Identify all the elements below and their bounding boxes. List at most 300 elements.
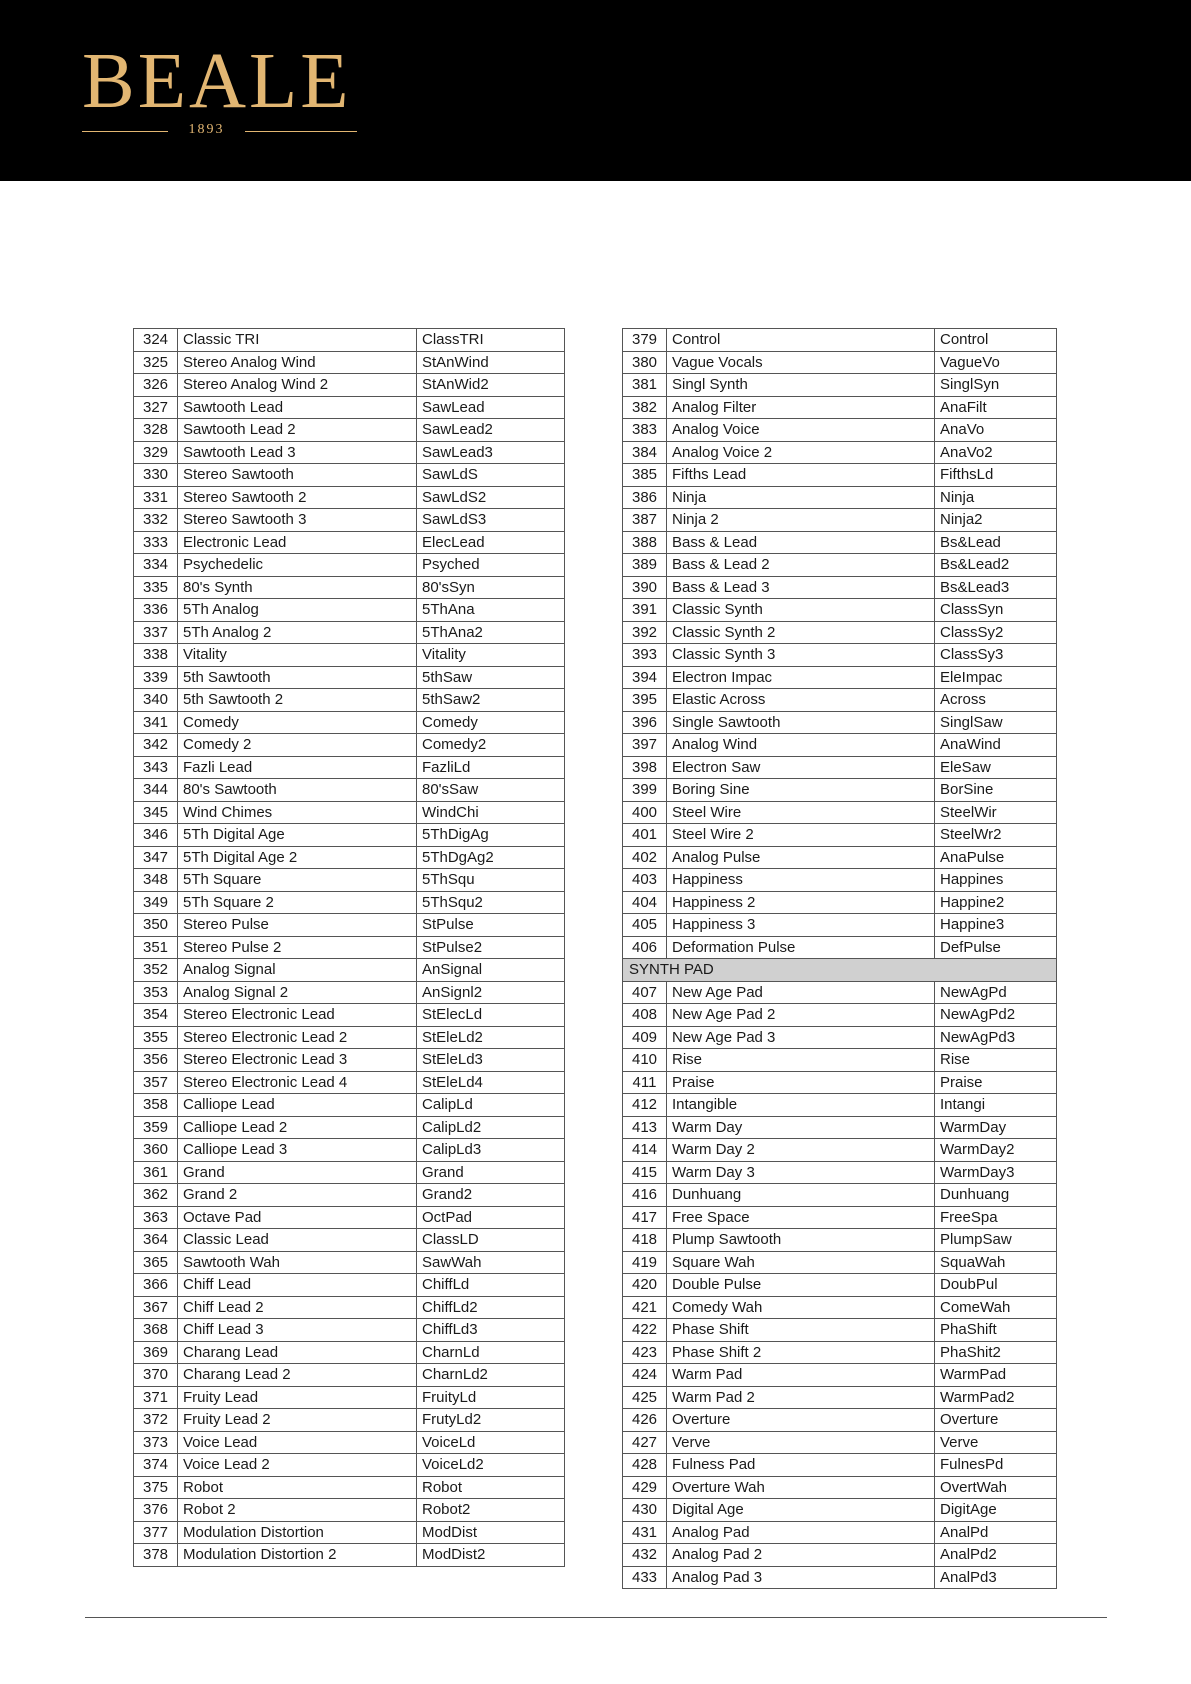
voice-number: 366 (134, 1274, 178, 1297)
voice-number: 347 (134, 846, 178, 869)
voice-short-name: FazliLd (417, 756, 565, 779)
voice-number: 354 (134, 1004, 178, 1027)
voice-short-name: CharnLd2 (417, 1364, 565, 1387)
voice-number: 355 (134, 1026, 178, 1049)
voice-name: Modulation Distortion (178, 1521, 417, 1544)
voice-row (623, 486, 1057, 509)
voice-row (623, 824, 1057, 847)
voice-number: 417 (623, 1206, 667, 1229)
voice-number: 426 (623, 1409, 667, 1432)
voice-short-name: Bs&Lead3 (935, 576, 1057, 599)
voice-short-name: SteelWr2 (935, 824, 1057, 847)
voice-name: Electronic Lead (178, 531, 417, 554)
voice-row (134, 554, 565, 577)
voice-short-name: ModDist (417, 1521, 565, 1544)
voice-name: Robot (178, 1476, 417, 1499)
voice-name: Electron Impac (667, 666, 935, 689)
voice-row (623, 1521, 1057, 1544)
voice-row (134, 891, 565, 914)
voice-short-name: SquaWah (935, 1251, 1057, 1274)
voice-row (134, 374, 565, 397)
voice-table-left (133, 328, 565, 1567)
voice-row (134, 1184, 565, 1207)
voice-row (134, 1409, 565, 1432)
voice-short-name: 5ThSqu2 (417, 891, 565, 914)
voice-short-name: StEleLd3 (417, 1049, 565, 1072)
voice-number: 428 (623, 1454, 667, 1477)
voice-number: 330 (134, 464, 178, 487)
voice-row (134, 914, 565, 937)
voice-row (134, 644, 565, 667)
voice-name: Classic Lead (178, 1229, 417, 1252)
voice-number: 333 (134, 531, 178, 554)
voice-name: Warm Day 2 (667, 1139, 935, 1162)
voice-number: 425 (623, 1386, 667, 1409)
voice-name: Fazli Lead (178, 756, 417, 779)
voice-row (134, 531, 565, 554)
voice-name: Electron Saw (667, 756, 935, 779)
voice-number: 386 (623, 486, 667, 509)
voice-table-right (622, 328, 1057, 1589)
voice-number: 411 (623, 1071, 667, 1094)
voice-number: 392 (623, 621, 667, 644)
voice-name: Analog Wind (667, 734, 935, 757)
voice-row (623, 531, 1057, 554)
voice-number: 372 (134, 1409, 178, 1432)
voice-name: Overture (667, 1409, 935, 1432)
voice-name: Plump Sawtooth (667, 1229, 935, 1252)
voice-row (134, 464, 565, 487)
voice-name: Analog Pad (667, 1521, 935, 1544)
voice-number: 350 (134, 914, 178, 937)
voice-row (623, 1476, 1057, 1499)
voice-number: 396 (623, 711, 667, 734)
voice-row (134, 329, 565, 352)
voice-row (623, 329, 1057, 352)
voice-name: Phase Shift 2 (667, 1341, 935, 1364)
voice-name: Singl Synth (667, 374, 935, 397)
voice-short-name: Bs&Lead2 (935, 554, 1057, 577)
voice-number: 362 (134, 1184, 178, 1207)
voice-number: 406 (623, 936, 667, 959)
voice-number: 365 (134, 1251, 178, 1274)
voice-number: 339 (134, 666, 178, 689)
voice-number: 398 (623, 756, 667, 779)
voice-row (134, 711, 565, 734)
voice-number: 340 (134, 689, 178, 712)
voice-name: New Age Pad 2 (667, 1004, 935, 1027)
voice-row (623, 689, 1057, 712)
voice-short-name: Intangi (935, 1094, 1057, 1117)
voice-row (134, 419, 565, 442)
voice-name: 80's Synth (178, 576, 417, 599)
voice-short-name: AnSignl2 (417, 981, 565, 1004)
voice-short-name: Control (935, 329, 1057, 352)
voice-short-name: SawLdS3 (417, 509, 565, 532)
voice-row (623, 644, 1057, 667)
voice-short-name: BorSine (935, 779, 1057, 802)
voice-number: 325 (134, 351, 178, 374)
voice-short-name: Ninja2 (935, 509, 1057, 532)
voice-row (134, 1161, 565, 1184)
voice-name: Rise (667, 1049, 935, 1072)
voice-number: 368 (134, 1319, 178, 1342)
voice-name: Classic Synth (667, 599, 935, 622)
voice-short-name: StAnWid2 (417, 374, 565, 397)
voice-name: Psychedelic (178, 554, 417, 577)
voice-number: 359 (134, 1116, 178, 1139)
voice-short-name: FifthsLd (935, 464, 1057, 487)
voice-number: 329 (134, 441, 178, 464)
voice-short-name: VagueVo (935, 351, 1057, 374)
voice-short-name: Vitality (417, 644, 565, 667)
voice-name: Chiff Lead 3 (178, 1319, 417, 1342)
voice-row (623, 1566, 1057, 1589)
voice-number: 335 (134, 576, 178, 599)
voice-number: 385 (623, 464, 667, 487)
voice-name: 5Th Analog 2 (178, 621, 417, 644)
voice-name: Happiness 3 (667, 914, 935, 937)
voice-short-name: 5thSaw (417, 666, 565, 689)
voice-row (134, 576, 565, 599)
voice-row (623, 1184, 1057, 1207)
voice-name: Sawtooth Lead 2 (178, 419, 417, 442)
voice-name: Single Sawtooth (667, 711, 935, 734)
voice-number: 393 (623, 644, 667, 667)
voice-name: Grand (178, 1161, 417, 1184)
voice-number: 377 (134, 1521, 178, 1544)
voice-row (134, 1431, 565, 1454)
voice-name: Square Wah (667, 1251, 935, 1274)
voice-number: 401 (623, 824, 667, 847)
voice-short-name: CalipLd3 (417, 1139, 565, 1162)
voice-short-name: 5ThAna2 (417, 621, 565, 644)
voice-name: Calliope Lead 3 (178, 1139, 417, 1162)
voice-row (623, 1229, 1057, 1252)
voice-row (623, 914, 1057, 937)
voice-name: Fifths Lead (667, 464, 935, 487)
voice-row (623, 621, 1057, 644)
voice-name: Stereo Pulse 2 (178, 936, 417, 959)
voice-number: 399 (623, 779, 667, 802)
voice-name: Stereo Electronic Lead 3 (178, 1049, 417, 1072)
voice-name: Grand 2 (178, 1184, 417, 1207)
voice-row (623, 554, 1057, 577)
voice-short-name: PlumpSaw (935, 1229, 1057, 1252)
voice-name: Calliope Lead (178, 1094, 417, 1117)
voice-number: 364 (134, 1229, 178, 1252)
voice-number: 345 (134, 801, 178, 824)
voice-row (134, 981, 565, 1004)
voice-row (623, 1004, 1057, 1027)
voice-row (134, 666, 565, 689)
voice-row (623, 1454, 1057, 1477)
voice-number: 336 (134, 599, 178, 622)
voice-row (623, 666, 1057, 689)
voice-number: 433 (623, 1566, 667, 1589)
voice-number: 341 (134, 711, 178, 734)
voice-name: Analog Pulse (667, 846, 935, 869)
voice-short-name: Bs&Lead (935, 531, 1057, 554)
voice-short-name: 80'sSaw (417, 779, 565, 802)
voice-short-name: OvertWah (935, 1476, 1057, 1499)
voice-short-name: ModDist2 (417, 1544, 565, 1567)
voice-name: Steel Wire 2 (667, 824, 935, 847)
voice-number: 343 (134, 756, 178, 779)
voice-name: 5Th Square (178, 869, 417, 892)
voice-short-name: 5ThDigAg (417, 824, 565, 847)
voice-row (623, 891, 1057, 914)
voice-number: 405 (623, 914, 667, 937)
voice-name: Charang Lead (178, 1341, 417, 1364)
voice-number: 423 (623, 1341, 667, 1364)
voice-row (134, 1004, 565, 1027)
voice-name: Stereo Analog Wind (178, 351, 417, 374)
voice-short-name: Ninja (935, 486, 1057, 509)
voice-number: 418 (623, 1229, 667, 1252)
voice-number: 361 (134, 1161, 178, 1184)
voice-number: 429 (623, 1476, 667, 1499)
voice-name: 5Th Digital Age 2 (178, 846, 417, 869)
voice-short-name: SawLdS (417, 464, 565, 487)
voice-number: 357 (134, 1071, 178, 1094)
voice-name: Comedy 2 (178, 734, 417, 757)
voice-name: Steel Wire (667, 801, 935, 824)
voice-row (134, 621, 565, 644)
voice-short-name: ClassLD (417, 1229, 565, 1252)
voice-number: 416 (623, 1184, 667, 1207)
voice-number: 380 (623, 351, 667, 374)
voice-row (134, 734, 565, 757)
voice-short-name: NewAgPd (935, 981, 1057, 1004)
voice-name: Happiness (667, 869, 935, 892)
voice-short-name: CalipLd (417, 1094, 565, 1117)
voice-short-name: WarmDay (935, 1116, 1057, 1139)
voice-short-name: ElecLead (417, 531, 565, 554)
voice-short-name: EleSaw (935, 756, 1057, 779)
beale-logo (82, 38, 357, 142)
voice-name: Analog Pad 3 (667, 1566, 935, 1589)
voice-name: Sawtooth Wah (178, 1251, 417, 1274)
voice-row (623, 1026, 1057, 1049)
voice-row (623, 1071, 1057, 1094)
voice-short-name: 80'sSyn (417, 576, 565, 599)
voice-row (134, 1116, 565, 1139)
voice-short-name: Happine3 (935, 914, 1057, 937)
voice-number: 412 (623, 1094, 667, 1117)
voice-number: 413 (623, 1116, 667, 1139)
voice-number: 351 (134, 936, 178, 959)
voice-name: Phase Shift (667, 1319, 935, 1342)
voice-row (623, 1319, 1057, 1342)
voice-name: Chiff Lead 2 (178, 1296, 417, 1319)
voice-short-name: 5ThSqu (417, 869, 565, 892)
voice-number: 331 (134, 486, 178, 509)
voice-row (623, 1409, 1057, 1432)
voice-number: 427 (623, 1431, 667, 1454)
voice-number: 407 (623, 981, 667, 1004)
voice-row (134, 936, 565, 959)
voice-row (134, 779, 565, 802)
voice-name: Charang Lead 2 (178, 1364, 417, 1387)
voice-number: 324 (134, 329, 178, 352)
voice-short-name: FrutyLd2 (417, 1409, 565, 1432)
voice-name: Vague Vocals (667, 351, 935, 374)
voice-name: Comedy Wah (667, 1296, 935, 1319)
voice-short-name: WarmDay3 (935, 1161, 1057, 1184)
voice-row (134, 599, 565, 622)
voice-name: Stereo Pulse (178, 914, 417, 937)
voice-short-name: Robot (417, 1476, 565, 1499)
voice-number: 327 (134, 396, 178, 419)
voice-short-name: AnSignal (417, 959, 565, 982)
voice-short-name: StPulse2 (417, 936, 565, 959)
logo-line-left (82, 131, 168, 132)
voice-number: 371 (134, 1386, 178, 1409)
voice-name: Warm Day 3 (667, 1161, 935, 1184)
voice-short-name: ComeWah (935, 1296, 1057, 1319)
voice-row (623, 576, 1057, 599)
voice-row (134, 756, 565, 779)
voice-name: Vitality (178, 644, 417, 667)
voice-short-name: Verve (935, 1431, 1057, 1454)
voice-name: Bass & Lead 3 (667, 576, 935, 599)
voice-number: 379 (623, 329, 667, 352)
voice-row (134, 1206, 565, 1229)
voice-short-name: WindChi (417, 801, 565, 824)
voice-short-name: Grand2 (417, 1184, 565, 1207)
voice-short-name: Happine2 (935, 891, 1057, 914)
voice-row (134, 1296, 565, 1319)
voice-short-name: ClassSy2 (935, 621, 1057, 644)
voice-number: 378 (134, 1544, 178, 1567)
voice-row (623, 1274, 1057, 1297)
voice-name: Stereo Electronic Lead 4 (178, 1071, 417, 1094)
logo-line-right (245, 131, 357, 132)
voice-number: 397 (623, 734, 667, 757)
voice-row (623, 711, 1057, 734)
voice-short-name: DigitAge (935, 1499, 1057, 1522)
voice-row (134, 1049, 565, 1072)
voice-row (623, 464, 1057, 487)
voice-name: 5th Sawtooth 2 (178, 689, 417, 712)
logo-wordmark: BEALE (82, 38, 352, 125)
voice-row (134, 824, 565, 847)
voice-number: 387 (623, 509, 667, 532)
voice-short-name: Comedy2 (417, 734, 565, 757)
voice-row (623, 509, 1057, 532)
voice-short-name: VoiceLd (417, 1431, 565, 1454)
voice-row (623, 374, 1057, 397)
voice-name: Boring Sine (667, 779, 935, 802)
voice-short-name: WarmPad2 (935, 1386, 1057, 1409)
voice-name: 5Th Digital Age (178, 824, 417, 847)
voice-short-name: WarmPad (935, 1364, 1057, 1387)
voice-row (134, 1364, 565, 1387)
voice-row (623, 801, 1057, 824)
voice-row (623, 1251, 1057, 1274)
voice-name: Voice Lead (178, 1431, 417, 1454)
voice-name: Voice Lead 2 (178, 1454, 417, 1477)
voice-row (134, 1026, 565, 1049)
voice-short-name: NewAgPd3 (935, 1026, 1057, 1049)
voice-short-name: StEleLd4 (417, 1071, 565, 1094)
voice-name: Modulation Distortion 2 (178, 1544, 417, 1567)
voice-short-name: SinglSyn (935, 374, 1057, 397)
voice-name: Stereo Electronic Lead (178, 1004, 417, 1027)
voice-row (134, 869, 565, 892)
voice-short-name: EleImpac (935, 666, 1057, 689)
voice-row (134, 801, 565, 824)
voice-number: 381 (623, 374, 667, 397)
voice-name: 5Th Analog (178, 599, 417, 622)
voice-name: Digital Age (667, 1499, 935, 1522)
voice-row (623, 846, 1057, 869)
voice-name: Stereo Analog Wind 2 (178, 374, 417, 397)
voice-row (134, 1521, 565, 1544)
voice-short-name: Grand (417, 1161, 565, 1184)
logo-year: 1893 (188, 122, 225, 137)
voice-name: Analog Voice (667, 419, 935, 442)
voice-number: 337 (134, 621, 178, 644)
voice-number: 424 (623, 1364, 667, 1387)
voice-number: 352 (134, 959, 178, 982)
voice-name: 5Th Square 2 (178, 891, 417, 914)
voice-row (623, 351, 1057, 374)
voice-row (134, 1476, 565, 1499)
voice-short-name: PhaShit2 (935, 1341, 1057, 1364)
voice-name: New Age Pad 3 (667, 1026, 935, 1049)
voice-number: 344 (134, 779, 178, 802)
voice-number: 363 (134, 1206, 178, 1229)
voice-number: 410 (623, 1049, 667, 1072)
voice-name: Analog Filter (667, 396, 935, 419)
voice-number: 332 (134, 509, 178, 532)
voice-number: 376 (134, 1499, 178, 1522)
voice-number: 334 (134, 554, 178, 577)
voice-name: Dunhuang (667, 1184, 935, 1207)
voice-name: Verve (667, 1431, 935, 1454)
voice-row (623, 599, 1057, 622)
voice-short-name: Overture (935, 1409, 1057, 1432)
voice-name: Comedy (178, 711, 417, 734)
voice-short-name: FreeSpa (935, 1206, 1057, 1229)
voice-number: 326 (134, 374, 178, 397)
voice-name: Ninja (667, 486, 935, 509)
voice-short-name: AnaFilt (935, 396, 1057, 419)
voice-short-name: Rise (935, 1049, 1057, 1072)
voice-short-name: AnalPd3 (935, 1566, 1057, 1589)
voice-name: Calliope Lead 2 (178, 1116, 417, 1139)
voice-name: Double Pulse (667, 1274, 935, 1297)
voice-row (623, 1116, 1057, 1139)
voice-row (134, 1251, 565, 1274)
voice-short-name: DefPulse (935, 936, 1057, 959)
voice-number: 328 (134, 419, 178, 442)
voice-row (134, 1499, 565, 1522)
voice-number: 353 (134, 981, 178, 1004)
voice-name: 5th Sawtooth (178, 666, 417, 689)
voice-row (623, 1386, 1057, 1409)
voice-number: 421 (623, 1296, 667, 1319)
voice-row (134, 1544, 565, 1567)
voice-number: 370 (134, 1364, 178, 1387)
voice-short-name: AnaWind (935, 734, 1057, 757)
voice-name: Warm Pad 2 (667, 1386, 935, 1409)
voice-short-name: Praise (935, 1071, 1057, 1094)
voice-name: New Age Pad (667, 981, 935, 1004)
voice-row (623, 1341, 1057, 1364)
